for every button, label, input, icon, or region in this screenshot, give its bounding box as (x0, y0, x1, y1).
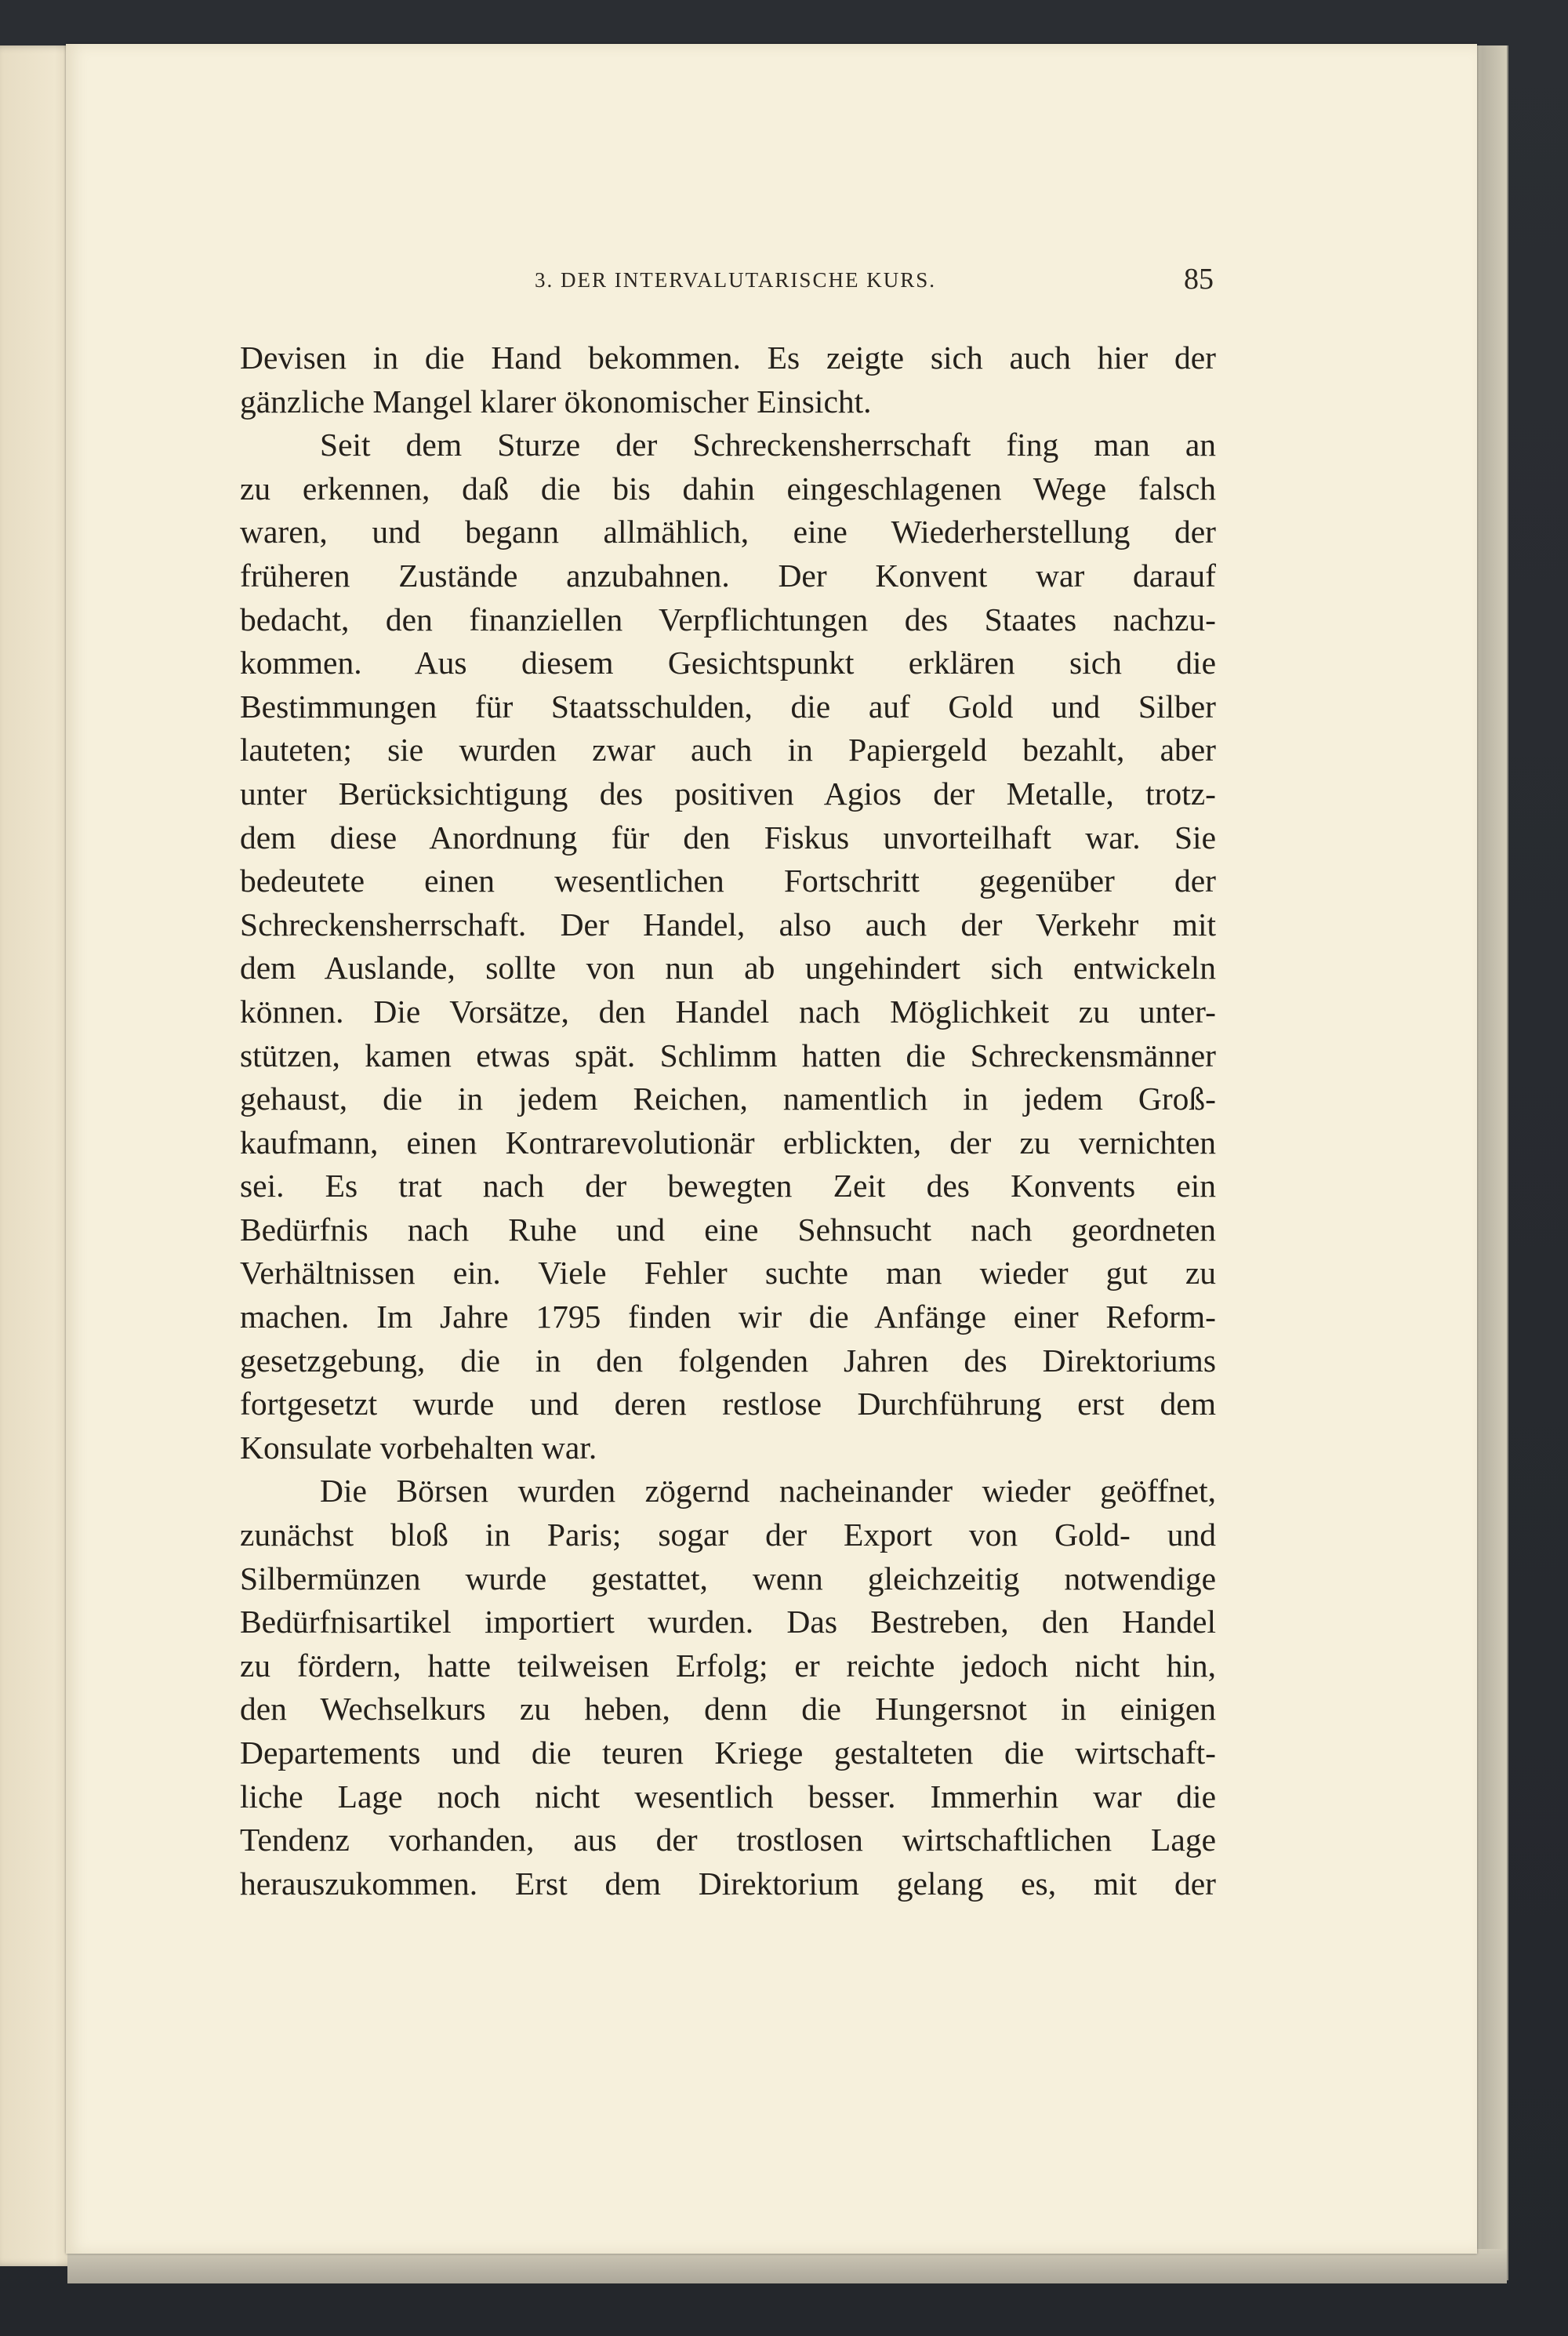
text-line: dem diese Anordnung für den Fiskus unvorteilhaft war. Sie (240, 819, 1216, 856)
text-line: herauszukommen. Erst dem Direktorium gelang es, mit der (240, 1865, 1216, 1902)
text-line: zu erkennen, daß die bis dahin eingeschlagenen Wege falsch (240, 470, 1216, 507)
text-line: Bestimmungen für Staatsschulden, die auf Gold und Silber (240, 688, 1216, 725)
text-line: den Wechselkurs zu heben, denn die Hungersnot in einigen (240, 1691, 1216, 1727)
text-line: machen. Im Jahre 1795 finden wir die Anfänge einer Reform- (240, 1299, 1216, 1335)
text-line: gänzliche Mangel klarer ökonomischer Einsicht. (240, 383, 872, 420)
text-line: gehaust, die in jedem Reichen, namentlich in jedem Groß- (240, 1081, 1216, 1117)
text-line: dem Auslande, sollte von nun ab ungehindert sich entwickeln (240, 950, 1216, 986)
text-line: früheren Zustände anzubahnen. Der Konvent war darauf (240, 557, 1216, 594)
text-line: Verhältnissen ein. Viele Fehler suchte man wieder gut zu (240, 1255, 1216, 1292)
text-line: fortgesetzt wurde und deren restlose Durchführung erst dem (240, 1386, 1216, 1422)
text-line: Schreckensherrschaft. Der Handel, also auch der Verkehr mit (240, 906, 1216, 943)
text-line: gesetzgebung, die in den folgenden Jahren des Direktoriums (240, 1342, 1216, 1379)
text-line: zunächst bloß in Paris; sogar der Export von Gold- und (240, 1517, 1216, 1553)
text-line: sei. Es trat nach der bewegten Zeit des Konvents ein (240, 1168, 1216, 1204)
page-header (240, 263, 1231, 303)
text-line: Bedürfnisartikel importiert wurden. Das Bestreben, den Handel (240, 1604, 1216, 1640)
text-line: kaufmann, einen Kontrarevolutionär erblickten, der zu vernichten (240, 1124, 1216, 1161)
text-line: Departements und die teuren Kriege gestalteten die wirtschaft- (240, 1735, 1216, 1771)
text-line: Seit dem Sturze der Schreckensherrschaft fing man an (320, 427, 1216, 463)
text-line: Devisen in die Hand bekommen. Es zeigte sich auch hier der (240, 340, 1216, 376)
page-number: 85 (1184, 263, 1214, 296)
text-line: können. Die Vorsätze, den Handel nach Möglichkeit zu unter- (240, 993, 1216, 1030)
text-line: Tendenz vorhanden, aus der trostlosen wirtschaftlichen Lage (240, 1822, 1216, 1858)
text-line: Bedürfnis nach Ruhe und eine Sehnsucht nach geordneten (240, 1211, 1216, 1248)
text-line: lauteten; sie wurden zwar auch in Papiergeld bezahlt, aber (240, 732, 1216, 768)
running-head: 3. DER INTERVALUTARISCHE KURS. (535, 268, 936, 292)
text-line: waren, und begann allmählich, eine Wiederherstellung der (240, 514, 1216, 550)
text-line: bedeutete einen wesentlichen Fortschritt gegenüber der (240, 863, 1216, 899)
text-line: unter Berücksichtigung des positiven Agios der Metalle, trotz- (240, 775, 1216, 812)
text-line: bedacht, den finanziellen Verpflichtungen des Staates nachzu- (240, 601, 1216, 638)
text-line: Die Börsen wurden zögernd nacheinander wieder geöffnet, (320, 1473, 1216, 1509)
text-line: zu fördern, hatte teilweisen Erfolg; er reichte jedoch nicht hin, (240, 1647, 1216, 1684)
text-line: Konsulate vorbehalten war. (240, 1429, 597, 1466)
page-bottom-edge (67, 2249, 1507, 2283)
text-line: Silbermünzen wurde gestattet, wenn gleichzeitig notwendige (240, 1560, 1216, 1597)
text-line: liche Lage noch nicht wesentlich besser. Immerhin war die (240, 1778, 1216, 1815)
text-line: kommen. Aus diesem Gesichtspunkt erklären sich die (240, 645, 1216, 681)
body-text (240, 336, 1216, 1905)
text-line: stützen, kamen etwas spät. Schlimm hatten die Schreckensmänner (240, 1037, 1216, 1074)
